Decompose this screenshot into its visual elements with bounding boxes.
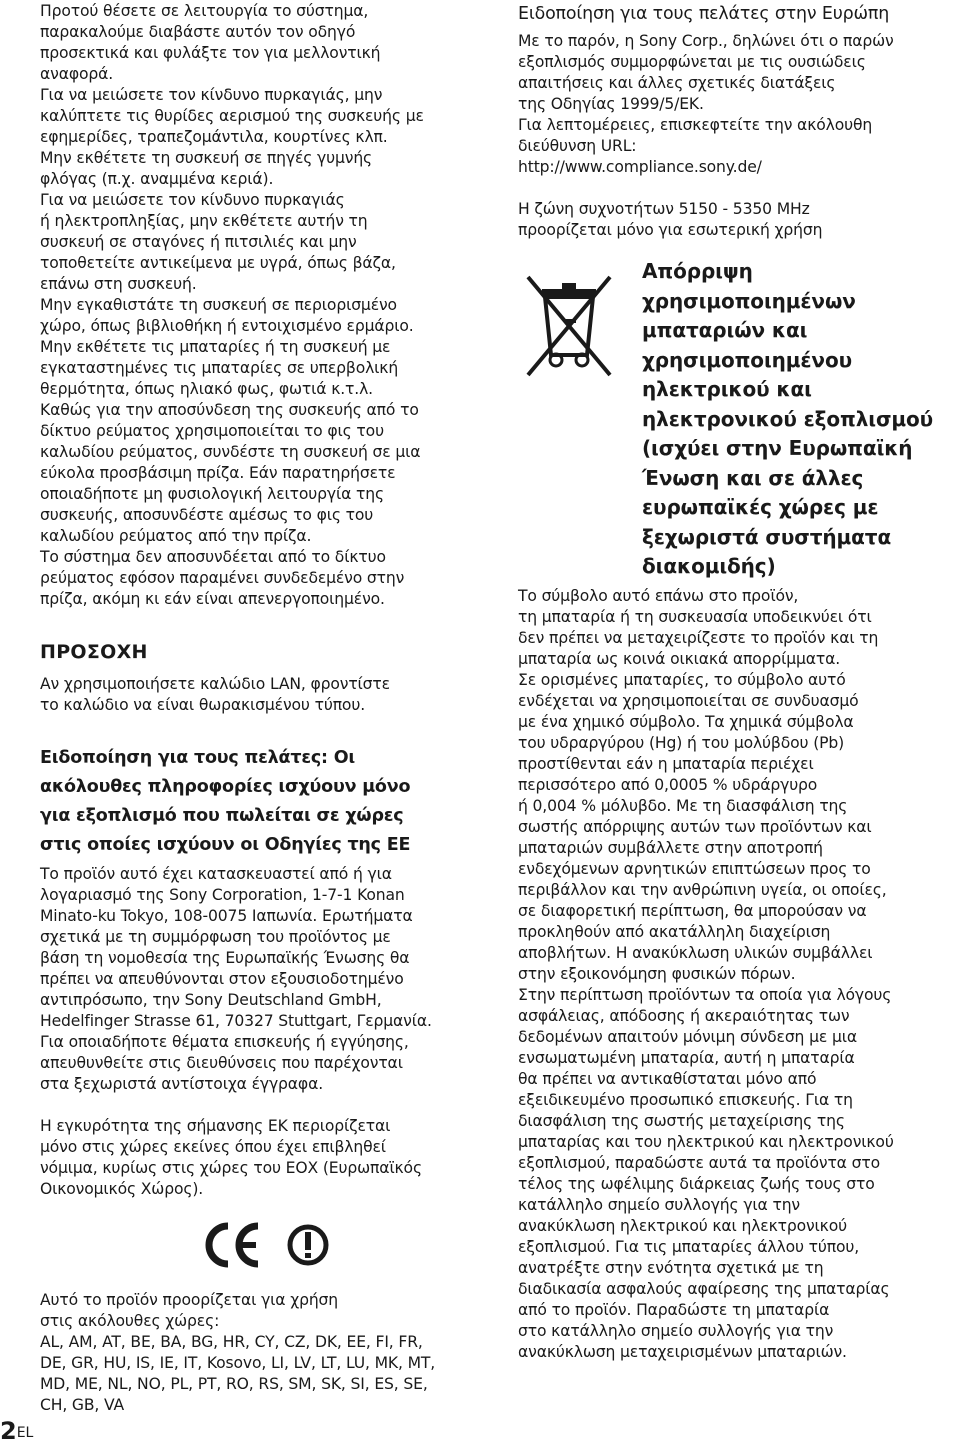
- intro-line: πρίζα, ακόμη κι εάν είναι απενεργοποιημένο.: [40, 590, 385, 608]
- disposal-line: αποβλήτων. Η ανακύκλωση υλικών συμβάλλει: [518, 943, 873, 962]
- europe-notice-line: http://www.compliance.sony.de/: [518, 158, 762, 176]
- disposal-line: δεδομένων απαιτούν μόνιμη σύνδεση με μια: [518, 1027, 857, 1046]
- disposal-line: δεν πρέπει να μεταχειρίζεστε το προϊόν και τη: [518, 628, 879, 647]
- countries-line: CH, GB, VA: [40, 1396, 125, 1414]
- disposal-title-line: χρησιμοποιημένου: [642, 347, 852, 372]
- ce-validity-line: Η εγκυρότητα της σήμανσης ΕΚ περιορίζεται: [40, 1117, 391, 1135]
- intro-line: εγκαταστημένες τις μπαταρίες σε υπερβολική: [40, 359, 399, 377]
- disposal-title-line: ξεχωριστά συστήματα: [642, 524, 892, 549]
- disposal-line: του υδραργύρου (Hg) ή του μολύβδου (Pb): [518, 733, 845, 752]
- europe-notice-line: της Οδηγίας 1999/5/ΕΚ.: [518, 95, 704, 113]
- countries-line: MD, ME, NL, NO, PL, PT, RO, RS, SM, SK, SI, ES, SE,: [40, 1375, 428, 1393]
- disposal-line: περισσότερο από 0,0005 % υδράργυρο: [518, 775, 818, 794]
- intro-line: τοποθετείτε αντικείμενα με υγρά, όπως βάζα,: [40, 254, 396, 272]
- caution-text: [40, 674, 480, 716]
- intro-line: συσκευή σε σταγόνες ή πιτσιλιές και μην: [40, 233, 357, 251]
- frequency-band-line: Η ζώνη συχνοτήτων 5150 - 5350 MHz: [518, 200, 810, 218]
- disposal-line: στην εξοικονόμηση φυσικών πόρων.: [518, 964, 796, 983]
- disposal-line: ανακύκλωση μεταχειρισμένων μπαταριών.: [518, 1342, 847, 1361]
- compliance-marks: [40, 1200, 480, 1290]
- disposal-line: ανατρέξτε στην ενότητα σχετικά με τη: [518, 1258, 824, 1277]
- europe-notice-line: Με το παρόν, η Sony Corp., δηλώνει ότι ο παρών: [518, 32, 894, 50]
- disposal-line: προκληθούν από ακατάλληλη διαχείριση: [518, 922, 831, 941]
- disposal-line: διαδικασία ασφαλούς αφαίρεσης της μπαταρίας: [518, 1279, 890, 1298]
- intro-lines: [40, 1, 480, 610]
- europe-notice-line: Για λεπτομέρειες, επισκεφτείτε την ακόλουθη: [518, 116, 873, 134]
- countries-line: DE, GR, HU, IS, IE, IT, Kosovo, LI, LV, LT, LU, MK, MT,: [40, 1354, 436, 1372]
- notice-line: Για οποιαδήποτε θέματα επισκευής ή εγγύησης,: [40, 1033, 409, 1051]
- page-number-value: 2: [0, 1417, 17, 1445]
- disposal-line: ή 0,004 % μόλυβδο. Με τη διασφάλιση της: [518, 796, 848, 815]
- disposal-line: σε διαφορετική περίπτωση, θα μπορούσαν να: [518, 901, 867, 920]
- crossed-bin-icon: [518, 263, 622, 383]
- disposal-line: περιβάλλον και την ανθρώπινη υγεία, οι οποίες,: [518, 880, 887, 899]
- notice-heading-line: στις οποίες ισχύουν οι Οδηγίες της ΕΕ: [40, 835, 411, 855]
- disposal-title-line: Ένωση και σε άλλες: [642, 465, 864, 490]
- intro-line: Μην εγκαθιστάτε τη συσκευή σε περιορισμένο: [40, 296, 397, 314]
- notice-heading-line: για εξοπλισμό που πωλείται σε χώρες: [40, 806, 404, 826]
- disposal-title-line: διακομιδής): [642, 554, 776, 578]
- disposal-title-line: Απόρριψη: [642, 259, 753, 283]
- disposal-line: σωστής απόρριψης αυτών των προϊόντων και: [518, 817, 872, 836]
- intro-line: Μην εκθέτετε τις μπαταρίες ή τη συσκευή με: [40, 338, 391, 356]
- disposal-section: [518, 257, 958, 582]
- disposal-line: κατάλληλο σημείο συλλογής για την: [518, 1195, 800, 1214]
- intro-line: καλωδίου ρεύματος από την πρίζα.: [40, 527, 312, 545]
- disposal-line: ανακύκλωση ηλεκτρικού και ηλεκτρονικού: [518, 1216, 847, 1235]
- notice-line: σχετικά με τη συμμόρφωση του προϊόντος με: [40, 928, 391, 946]
- notice-heading-line: Ειδοποίηση για τους πελάτες: Οι: [40, 748, 356, 768]
- notice-heading: [40, 744, 480, 860]
- intro-line: Το σύστημα δεν αποσυνδέεται από το δίκτυο: [40, 548, 386, 566]
- countries-text: [40, 1290, 480, 1416]
- ce-validity-text: [40, 1116, 480, 1200]
- disposal-line: μπαταριών συμβάλλετε στην αποτροπή: [518, 838, 823, 857]
- disposal-line: προστίθενται εάν η μπαταρία περιέχει: [518, 754, 814, 773]
- countries-line: Αυτό το προϊόν προορίζεται για χρήση: [40, 1291, 339, 1309]
- disposal-line: τέλος της ωφέλιμης διάρκειας ζωής τους στο: [518, 1174, 875, 1193]
- disposal-line: ενσωματωμένη μπαταρία, αυτή η μπαταρία: [518, 1048, 855, 1067]
- notice-line: στα ξεχωριστά αντίστοιχα έγγραφα.: [40, 1075, 324, 1093]
- europe-notice-line: απαιτήσεις και άλλες σχετικές διατάξεις: [518, 74, 836, 92]
- safety-warnings: [40, 0, 480, 610]
- intro-line: καλύπτετε τις θυρίδες αερισμού της συσκευής με: [40, 107, 424, 125]
- intro-line: επάνω στη συσκευή.: [40, 275, 197, 293]
- ce-validity-line: νόμιμα, κυρίως στις χώρες του ΕΟΧ (Ευρωπαϊκός: [40, 1159, 422, 1177]
- europe-notice-line: εξοπλισμός συμμορφώνεται με τις ουσιώδεις: [518, 53, 866, 71]
- disposal-title: [642, 257, 933, 582]
- disposal-line: εξοπλισμού, παραδώστε αυτά τα προϊόντα στο: [518, 1153, 880, 1172]
- left-column: [40, 0, 480, 1416]
- disposal-line: ενδεχόμενων αρνητικών επιπτώσεων προς το: [518, 859, 871, 878]
- intro-line: εύκολα προσβάσιμη πρίζα. Εάν παρατηρήσετε: [40, 464, 396, 482]
- disposal-title-line: (ισχύει στην Ευρωπαϊκή: [642, 436, 913, 460]
- disposal-line: μπαταρίας και του ηλεκτρικού και ηλεκτρονικού: [518, 1132, 894, 1151]
- intro-line: θερμότητα, όπως ηλιακό φως, φωτιά κ.τ.λ.: [40, 380, 373, 398]
- notice-line: λογαριασμό της Sony Corporation, 1-7-1 Konan: [40, 886, 405, 904]
- disposal-line: από το προϊόν. Παραδώστε τη μπαταρία: [518, 1300, 830, 1319]
- disposal-line: στο κατάλληλο σημείο συλλογής για την: [518, 1321, 834, 1340]
- disposal-line: Στην περίπτωση προϊόντων τα οποία για λόγους: [518, 985, 892, 1004]
- language-code: EL: [16, 1425, 34, 1441]
- disposal-line: ενδέχεται να χρησιμοποιείται σε συνδυασμό: [518, 691, 859, 710]
- ce-validity-line: Οικονομικός Χώρος).: [40, 1180, 204, 1198]
- intro-line: Για να μειώσετε τον κίνδυνο πυρκαγιάς, μην: [40, 86, 383, 104]
- notice-text: [40, 864, 480, 1095]
- intro-line: συσκευής, αποσυνδέστε αμέσως το φις του: [40, 506, 374, 524]
- weee-symbol: [518, 257, 642, 582]
- ce-validity-line: μόνο στις χώρες εκείνες όπου έχει επιβληθεί: [40, 1138, 386, 1156]
- disposal-line: Το σύμβολο αυτό επάνω στο προϊόν,: [518, 586, 799, 605]
- intro-line: οποιαδήποτε μη φυσιολογική λειτουργία της: [40, 485, 385, 503]
- intro-line: Για να μειώσετε τον κίνδυνο πυρκαγιάς: [40, 191, 345, 209]
- disposal-line: εξειδικευμένο προσωπικό επισκευής. Για τη: [518, 1090, 853, 1109]
- disposal-line: θα πρέπει να αντικαθίσταται μόνο από: [518, 1069, 817, 1088]
- intro-line: δίκτυο ρεύματος χρησιμοποιείται το φις του: [40, 422, 384, 440]
- europe-notice-line: διεύθυνση URL:: [518, 137, 637, 155]
- notice-line: πρέπει να απευθύνονται στον εξουσιοδοτημένο: [40, 970, 404, 988]
- caution-line: Αν χρησιμοποιήσετε καλώδιο LAN, φροντίστε: [40, 675, 390, 693]
- intro-line: ρεύματος εφόσον παραμένει συνδεδεμένο στην: [40, 569, 405, 587]
- intro-line: καλωδίου ρεύματος, συνδέστε τη συσκευή σε μια: [40, 443, 421, 461]
- disposal-title-line: μπαταριών και: [642, 318, 808, 342]
- disposal-line: εξοπλισμού. Για τις μπαταρίες άλλου τύπου,: [518, 1237, 860, 1256]
- page-number: [0, 1416, 33, 1446]
- frequency-band-line: προορίζεται μόνο για εσωτερική χρήση: [518, 221, 823, 239]
- caution-heading: ΠΡΟΣΟΧΗ: [40, 641, 148, 663]
- intro-line: Προτού θέσετε σε λειτουργία το σύστημα,: [40, 2, 369, 20]
- countries-line: AL, AM, AT, BE, BA, BG, HR, CY, CZ, DK, EE, FI, FR,: [40, 1333, 423, 1351]
- disposal-title-line: ηλεκτρονικού εξοπλισμού: [642, 406, 934, 431]
- notice-line: αντιπρόσωπο, την Sony Deutschland GmbH,: [40, 991, 382, 1009]
- disposal-line: Σε ορισμένες μπαταρίες, το σύμβολο αυτό: [518, 670, 846, 689]
- intro-line: εφημερίδες, τραπεζομάντιλα, κουρτίνες κλπ.: [40, 128, 388, 146]
- frequency-band-text: [518, 199, 958, 241]
- notice-heading-line: ακόλουθες πληροφορίες ισχύουν μόνο: [40, 777, 411, 797]
- caution-line: το καλώδιο να είναι θωρακισμένου τύπου.: [40, 696, 366, 714]
- notice-line: βάση τη νομοθεσία της Ευρωπαϊκής Ένωσης θα: [40, 949, 410, 967]
- intro-line: χώρο, όπως βιβλιοθήκη ή εντοιχισμένο ερμάριο.: [40, 317, 414, 335]
- alert-mark-icon: [286, 1223, 330, 1267]
- notice-line: Minato-ku Tokyo, 108-0075 Ιαπωνία. Ερωτήματα: [40, 907, 413, 925]
- intro-line: φλόγας (π.χ. αναμμένα κεριά).: [40, 170, 274, 188]
- disposal-line: με ένα χημικό σύμβολο. Τα χημικά σύμβολα: [518, 712, 854, 731]
- notice-line: απευθυνθείτε στις διευθύνσεις που παρέχονται: [40, 1054, 403, 1072]
- intro-line: αναφορά.: [40, 65, 114, 83]
- disposal-title-line: ηλεκτρικού και: [642, 377, 812, 401]
- europe-notice-title: Ειδοποίηση για τους πελάτες στην Ευρώπη: [518, 4, 890, 24]
- right-column: [518, 0, 958, 1363]
- intro-line: Καθώς για την αποσύνδεση της συσκευής από το: [40, 401, 419, 419]
- disposal-title-line: χρησιμοποιημένων: [642, 288, 856, 313]
- europe-notice-text: [518, 31, 958, 178]
- disposal-title-line: ευρωπαϊκές χώρες με: [642, 495, 879, 519]
- countries-line: στις ακόλουθες χώρες:: [40, 1312, 220, 1330]
- notice-line: Το προϊόν αυτό έχει κατασκευαστεί από ή για: [40, 865, 392, 883]
- disposal-text: [518, 586, 958, 1363]
- ce-mark-icon: [200, 1220, 300, 1270]
- disposal-line: τη μπαταρία ή τη συσκευασία υποδεικνύει ότι: [518, 607, 872, 626]
- intro-line: παρακαλούμε διαβάστε αυτόν τον οδηγό: [40, 23, 356, 41]
- disposal-line: μπαταρία ως κοινά οικιακά απορρίμματα.: [518, 649, 841, 668]
- intro-line: προσεκτικά και φυλάξτε τον για μελλοντική: [40, 44, 381, 62]
- disposal-line: διασφάλιση της σωστής μεταχείρισης της: [518, 1111, 845, 1130]
- disposal-line: ασφάλειας, απόδοσης ή ακεραιότητας των: [518, 1006, 850, 1025]
- intro-line: ή ηλεκτροπληξίας, μην εκθέτετε αυτήν τη: [40, 212, 368, 230]
- notice-line: Hedelfinger Strasse 61, 70327 Stuttgart, Γερμανία.: [40, 1012, 432, 1030]
- intro-line: Μην εκθέτετε τη συσκευή σε πηγές γυμνής: [40, 149, 373, 167]
